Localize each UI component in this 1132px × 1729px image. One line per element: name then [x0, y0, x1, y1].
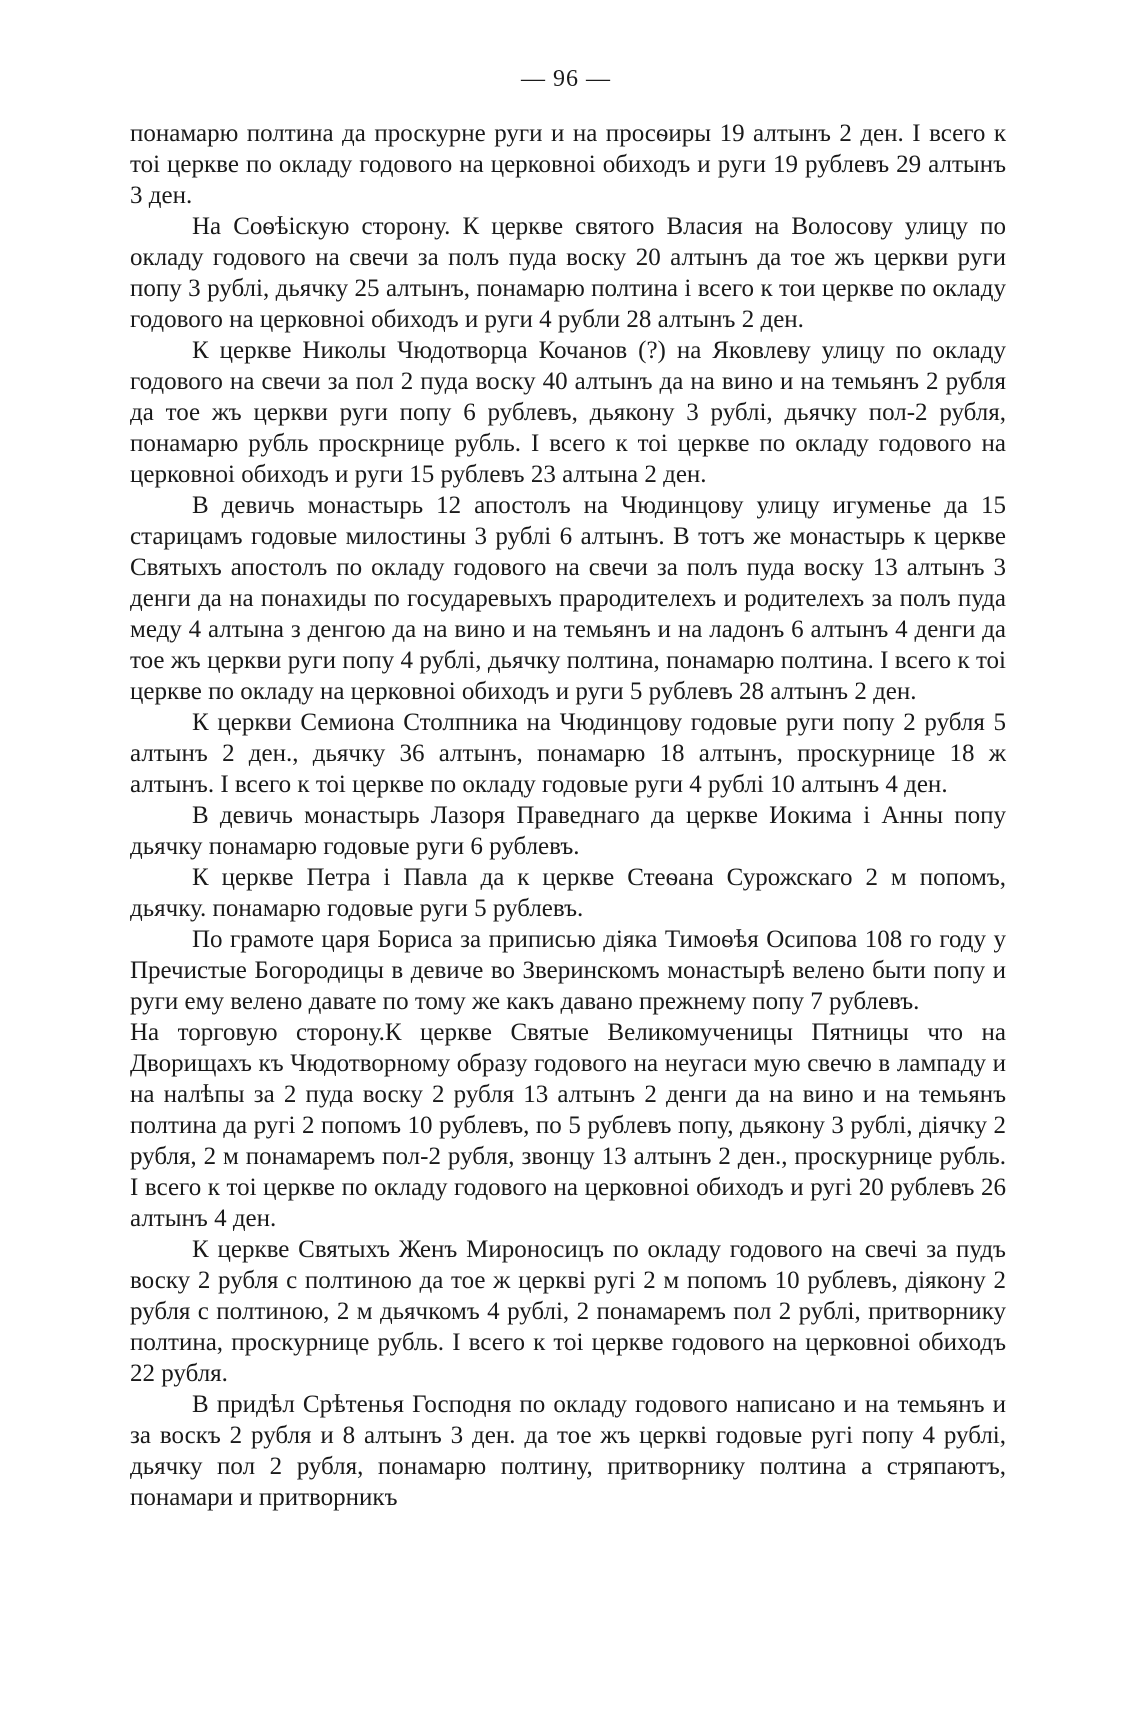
paragraph-5: К церкви Семиона Столпника на Чюдинцову годовые руги попу 2 рубля 5 алтынъ 2 ден., дьячку 36 алтынъ, понамарю 18 алтынъ, проскурнице 18 ж алтынъ. I всего к тоі церкве по окладу годовые руги 4 рублі 10 алтынъ 4 ден.	[130, 709, 1006, 798]
page-number: — 96 —	[521, 66, 611, 92]
paragraph-3: К церкве Николы Чюдотворца Кочанов (?) на Яковлеву улицу по окладу годового на свечи за пол 2 пуда воску 40 алтынъ да на вино и на темьянъ 2 рубля да тое жъ церкви руги попу 6 рублевъ, дьякону 3 рублі, дьячку пол-2 рубля, понамарю рубль проскрнице рубль. I всего к тоі церкве по окладу годового на церковноі обиходъ и руги 15 рублевъ 23 алтына 2 ден.	[130, 337, 1006, 488]
paragraph-9: На торговую сторону.К церкве Святые Великомученицы Пятницы что на Дворищахъ къ Чюдотворному образу годового на неугаси мую свечю в лампаду и на налѣпы за 2 пуда воску 2 рубля 13 алтынъ 2 денги да на вино и на темьянъ полтина да ругі 2 попомъ 10 рублевъ, по 5 рублевъ попу, дьякону 3 рублі, діячку 2 рубля, 2 м понамаремъ пол-2 рубля, звонцу 13 алтынъ 2 ден., проскурнице рубль. I всего к тоі церкве по окладу годового на церковноі обиходъ и ругі 20 рублевъ 26 алтынъ 4 ден.	[130, 1019, 1006, 1232]
paragraph-2: На Соѳѣіскую сторону. К церкве святого Власия на Волосову улицу по окладу годового на свечи за полъ пуда воску 20 алтынъ да тое жъ церкви руги попу 3 рублі, дьячку 25 алтынъ, понамарю полтина і всего к тои церкве по окладу годового на церковноі обиходъ и руги 4 рубли 28 алтынъ 2 ден.	[130, 213, 1006, 333]
paragraph-11: В придѣл Срѣтенья Господня по окладу годового написано и на темьянъ и за воскъ 2 рубля и 8 алтынъ 3 ден. да тое жъ церкві годовые ругі попу 4 рублі, дьячку пол 2 рубля, понамарю полтину, притворнику полтина а стряпаютъ, понамари и притворникъ	[130, 1391, 1006, 1511]
paragraph-10: К церкве Святыхъ Женъ Мироносицъ по окладу годового на свечі за пудъ воску 2 рубля с полтиною да тое ж церкві ругі 2 м попомъ 10 рублевъ, діякону 2 рубля с полтиною, 2 м дьячкомъ 4 рублі, 2 понамаремъ пол 2 рублі, притворнику полтина, проскурнице рубль. I всего к тоі церкве годового на церковноі обиходъ 22 рубля.	[130, 1236, 1006, 1387]
paragraph-6: В девичь монастырь Лазоря Праведнаго да церкве Иокима і Анны попу дьячку понамарю годовые руги 6 рублевъ.	[130, 802, 1006, 860]
paragraph-1: понамарю полтина да проскурне руги и на просѳиры 19 алтынъ 2 ден. I всего к тоі церкве по окладу годового на церковноі обиходъ и руги 19 рублевъ 29 алтынъ 3 ден.	[130, 120, 1006, 209]
paragraph-4: В девичь монастырь 12 апостолъ на Чюдинцову улицу игуменье да 15 старицамъ годовые милостины 3 рублі 6 алтынъ. В тотъ же монастырь к церкве Святыхъ апостолъ по окладу годового на свечи за полъ пуда воску 13 алтынъ 3 денги да на понахиды по государевыхъ прародителехъ и родителехъ за полъ пуда меду 4 алтына з денгою да на вино и на темьянъ и на ладонъ 6 алтынъ 4 денги да тое жъ церкви руги попу 4 рублі, дьячку полтина, понамарю полтина. I всего к тоі церкве по окладу на церковноі обиходъ и руги 5 рублевъ 28 алтынъ 2 ден.	[130, 492, 1006, 705]
paragraph-7: К церкве Петра і Павла да к церкве Стеѳана Сурожскаго 2 м попомъ, дьячку. понамарю годовые руги 5 рублевъ.	[130, 864, 1006, 922]
page-body-text	[130, 118, 1006, 1513]
paragraph-8: По грамоте царя Бориса за приписью діяка Тимоѳѣя Осипова 108 го году у Пречистые Богородицы в девиче во Зверинскомъ монастырѣ велено быти попу и руги ему велено давате по тому же какъ давано прежнему попу 7 рублевъ.	[130, 926, 1006, 1015]
